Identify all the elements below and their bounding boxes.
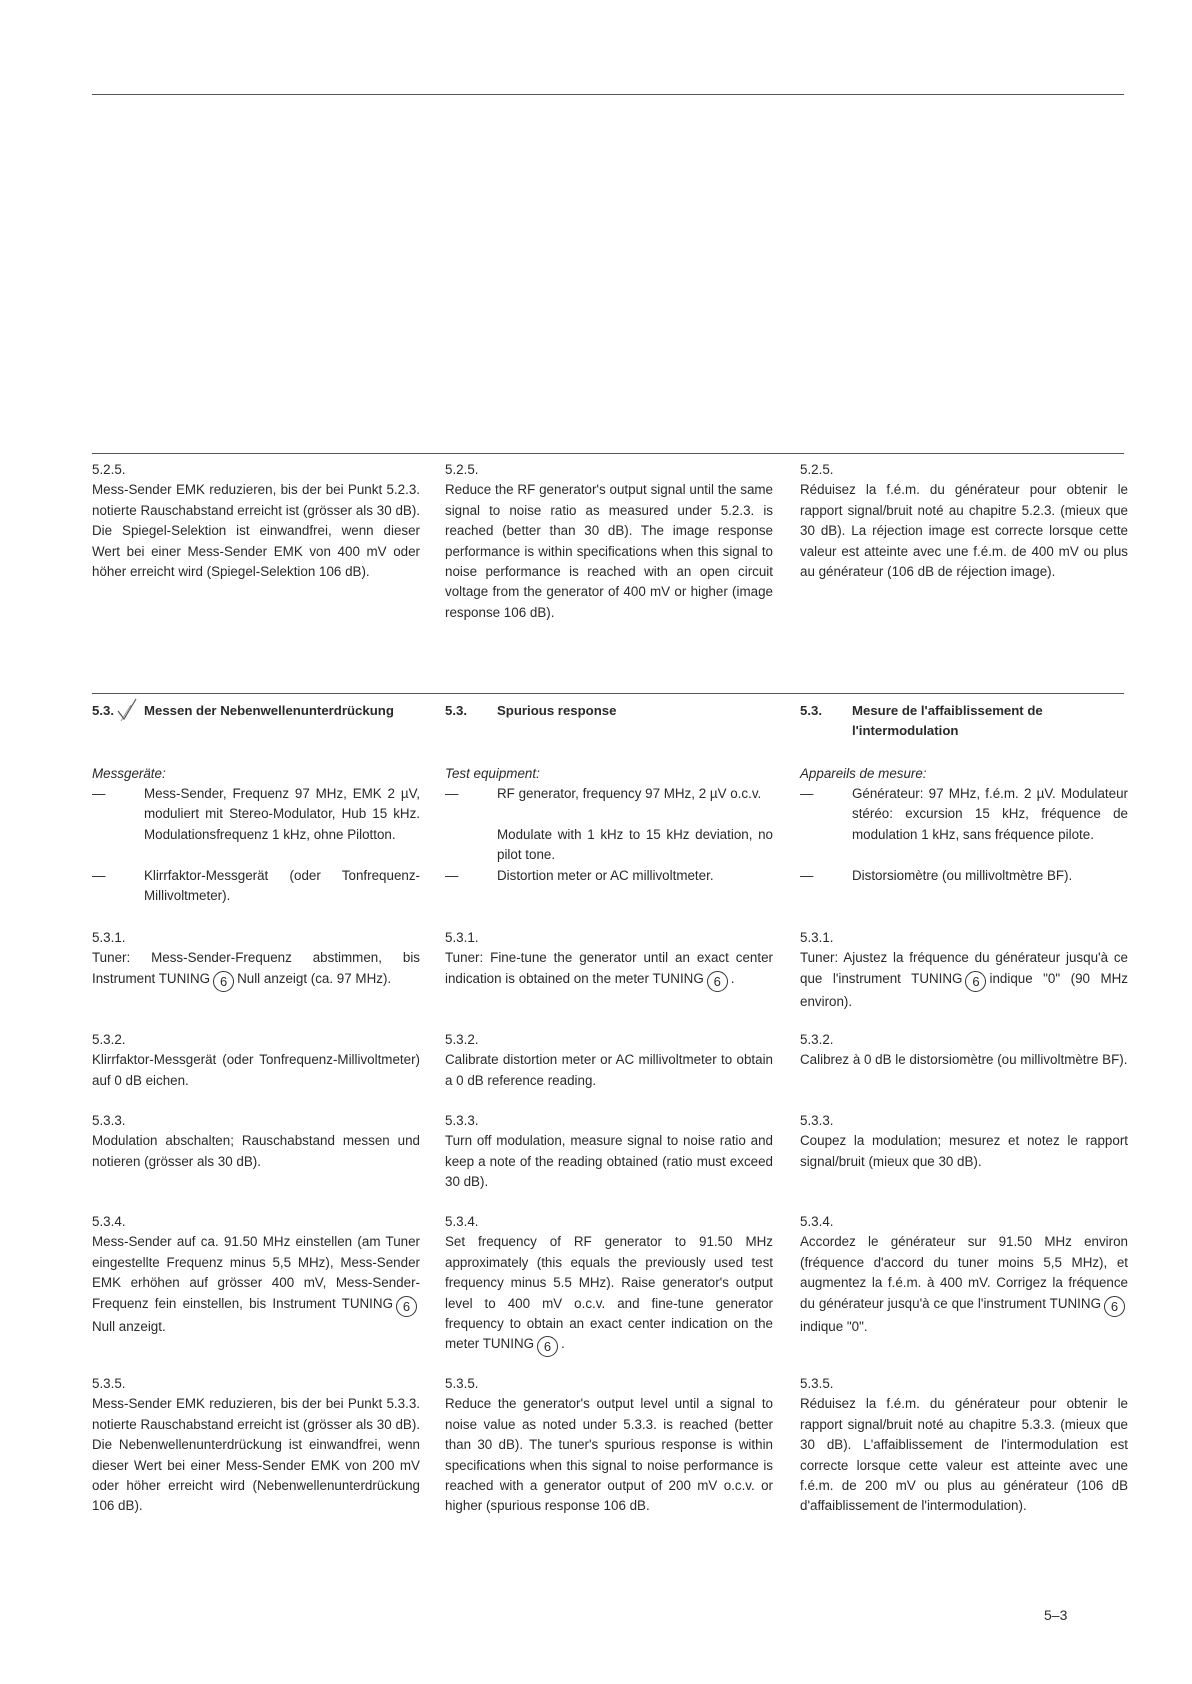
section-number: 5.3.2. (800, 1032, 834, 1047)
tuning-control-6-icon: 6 (213, 971, 234, 992)
paragraph-en: Reduce the RF generator's output signal until the same signal to noise ratio as measured under 5.2.3. is reached (better than 30 dB). The image response performance is within specifications when this signal to noise performance is reached with an open circuit voltage from the generator of 400 mV or higher (image response 106 dB). (445, 482, 773, 620)
section-number: 5.3.2. (92, 1032, 126, 1047)
handwritten-check-mark (117, 697, 139, 725)
s533-de (92, 1111, 420, 1172)
paragraph-fr: Calibrez à 0 dB le distorsiomètre (ou millivoltmètre BF). (800, 1052, 1128, 1068)
s535-fr (800, 1374, 1128, 1517)
s535-de (92, 1374, 420, 1517)
section-number: 5.3.5. (445, 1376, 479, 1391)
equipment-text: Modulate with 1 kHz to 15 kHz deviation, no pilot tone. (497, 827, 773, 863)
s525-fr (800, 460, 1128, 582)
s533-en (445, 1111, 773, 1193)
section-number: 5.3.4. (445, 1214, 479, 1229)
section-number: 5.2.5. (800, 462, 834, 477)
paragraph-fr: Tuner: Ajustez la fréquence du générateur jusqu'à ce que l'instrument TUNING 6 indique "0" (90 MHz environ). (800, 950, 1128, 1009)
section-525-rule (92, 453, 1124, 454)
paragraph-fr: Réduisez la f.é.m. du générateur pour obtenir le rapport signal/bruit noté au chapitre 5.2.3. (mieux que 30 dB). La réjection image est correcte lorsque cette valeur est atteinte avec une f.é.m. de 400 mV ou plus au générateur (106 dB de réjection image). (800, 482, 1128, 580)
top-rule (92, 94, 1124, 95)
section-53-rule (92, 693, 1124, 694)
tuning-control-6-icon: 6 (707, 971, 728, 992)
section-number: 5.3.5. (800, 1376, 834, 1391)
section-number: 5.3.5. (92, 1376, 126, 1391)
heading-number: 5.3. (800, 703, 822, 718)
equipment-text: Mess-Sender, Frequenz 97 MHz, EMK 2 µV, moduliert mit Stereo-Modulator, Hub 15 kHz. Modulationsfrequenz 1 kHz, ohne Pilotton. (144, 786, 420, 842)
paragraph-de: Mess-Sender auf ca. 91.50 MHz einstellen (am Tuner eingestellte Frequenz minus 5,5 MHz), Mess-Sender EMK erhöhen auf grösser 400 mV, Mess-Sender-Frequenz fein einstellen, bis Instrument TUNING 6Null anzeigt. (92, 1234, 420, 1334)
page-number: 5–3 (1044, 1607, 1068, 1623)
section-number: 5.3.1. (445, 930, 479, 945)
paragraph-en: Calibrate distortion meter or AC millivoltmeter to obtain a 0 dB reference reading. (445, 1052, 773, 1088)
section-number: 5.3.3. (445, 1113, 479, 1128)
heading-title: Messen der Nebenwellenunterdrückung (144, 703, 394, 718)
paragraph-en: Turn off modulation, measure signal to noise ratio and keep a note of the reading obtained (ratio must exceed 30 dB). (445, 1133, 773, 1190)
list-dash: — (445, 868, 459, 883)
equipment-label-de: Messgeräte: (92, 766, 166, 781)
s525-de (92, 460, 420, 582)
section-number: 5.3.1. (92, 930, 126, 945)
s533-fr (800, 1111, 1128, 1172)
section-number: 5.3.4. (92, 1214, 126, 1229)
s525-en (445, 460, 773, 623)
s531-en (445, 928, 773, 992)
equipment-text: RF generator, frequency 97 MHz, 2 µV o.c.v. (497, 786, 762, 801)
paragraph-fr: Accordez le générateur sur 91.50 MHz environ (fréquence d'accord du tuner moins 5,5 MHz), et augmentez la f.é.m. à 400 mV. Corrigez la fréquence du générateur jusqu'à ce que l'instrument TUNING 6indique "0". (800, 1234, 1128, 1334)
tuning-control-6-icon: 6 (396, 1296, 417, 1317)
equipment-text: Générateur: 97 MHz, f.é.m. 2 µV. Modulateur stéréo: excursion 15 kHz, fréquence de modulation 1 kHz, sans fréquence pilote. (852, 786, 1128, 842)
equipment-text: Distortion meter or AC millivoltmeter. (497, 868, 714, 883)
list-dash: — (800, 786, 814, 801)
heading-number: 5.3. (92, 703, 114, 718)
s534-fr (800, 1212, 1128, 1337)
s531-fr (800, 928, 1128, 1012)
heading-title: Mesure de l'affaiblissement de l'intermodulation (852, 703, 1043, 738)
list-dash: — (445, 786, 459, 801)
equipment-text: Klirrfaktor-Messgerät (oder Tonfrequenz-Millivoltmeter). (144, 868, 420, 904)
section-number: 5.3.2. (445, 1032, 479, 1047)
equipment-label-fr: Appareils de mesure: (800, 766, 927, 781)
paragraph-fr: Réduisez la f.é.m. du générateur pour obtenir le rapport signal/bruit noté au chapitre 5.3.3. (mieux que 30 dB). L'affaiblissement de l'intermodulation est correcte lorsque cette valeur est atteinte avec une f.é.m. de 200 mV ou plus au générateur (106 dB d'affaiblissement de l'intermodulation). (800, 1396, 1128, 1514)
section-number: 5.3.4. (800, 1214, 834, 1229)
s531-de (92, 928, 420, 992)
tuning-control-6-icon: 6 (965, 971, 986, 992)
paragraph-de: Modulation abschalten; Rauschabstand messen und notieren (grösser als 30 dB). (92, 1133, 420, 1169)
s535-en (445, 1374, 773, 1517)
list-dash: — (92, 786, 106, 801)
section-number: 5.2.5. (445, 462, 479, 477)
s532-en (445, 1030, 773, 1091)
section-number: 5.3.3. (800, 1113, 834, 1128)
section-number: 5.3.1. (800, 930, 834, 945)
paragraph-de: Mess-Sender EMK reduzieren, bis der bei Punkt 5.2.3. notierte Rauschabstand erreicht ist (grösser als 30 dB). Die Spiegel-Selektion ist einwandfrei, wenn dieser Wert bei einer Mess-Sender EMK von 400 mV oder höher erreicht wird (Spiegel-Selektion 106 dB). (92, 482, 420, 580)
tuning-control-6-icon: 6 (1104, 1296, 1125, 1317)
s534-de (92, 1212, 420, 1337)
equipment-text: Distorsiomètre (ou millivoltmètre BF). (852, 868, 1073, 883)
s534-en (445, 1212, 773, 1357)
paragraph-en: Tuner: Fine-tune the generator until an exact center indication is obtained on the meter TUNING 6 . (445, 948, 773, 991)
s532-fr (800, 1030, 1128, 1071)
heading-title: Spurious response (497, 703, 617, 718)
paragraph-de: Mess-Sender EMK reduzieren, bis der bei Punkt 5.3.3. notierte Rauschabstand erreicht ist (grösser als 30 dB). Die Nebenwellenunterdrückung ist einwandfrei, wenn dieser Wert bei einer Mess-Sender EMK von 200 mV oder höher erreicht wird (Nebenwellenunterdrückung 106 dB). (92, 1396, 420, 1514)
paragraph-en: Reduce the generator's output level until a signal to noise value as noted under 5.3.3. is reached (better than 30 dB). The tuner's spurious response is within specifications when this signal to noise performance is reached with a generator output of 200 mV o.c.v. or higher (spurious response 106 dB. (445, 1396, 773, 1514)
heading-number: 5.3. (445, 703, 467, 718)
equipment-label-en: Test equipment: (445, 766, 540, 781)
section-number: 5.2.5. (92, 462, 126, 477)
list-dash: — (800, 868, 814, 883)
s532-de (92, 1030, 420, 1091)
paragraph-en: Set frequency of RF generator to 91.50 MHz approximately (this equals the previously used test frequency minus 5.5 MHz). Raise generator's output level to 400 mV o.c.v. and fine-tune generator frequency to obtain an exact center indication on the meter TUNING 6 . (445, 1232, 773, 1357)
paragraph-fr: Coupez la modulation; mesurez et notez le rapport signal/bruit (mieux que 30 dB). (800, 1133, 1128, 1169)
list-dash: — (92, 868, 106, 883)
section-number: 5.3.3. (92, 1113, 126, 1128)
paragraph-de: Klirrfaktor-Messgerät (oder Tonfrequenz-Millivoltmeter) auf 0 dB eichen. (92, 1052, 420, 1088)
paragraph-de: Tuner: Mess-Sender-Frequenz abstimmen, bis Instrument TUNING 6 Null anzeigt (ca. 97 MHz). (92, 948, 420, 991)
tuning-control-6-icon: 6 (537, 1336, 558, 1357)
